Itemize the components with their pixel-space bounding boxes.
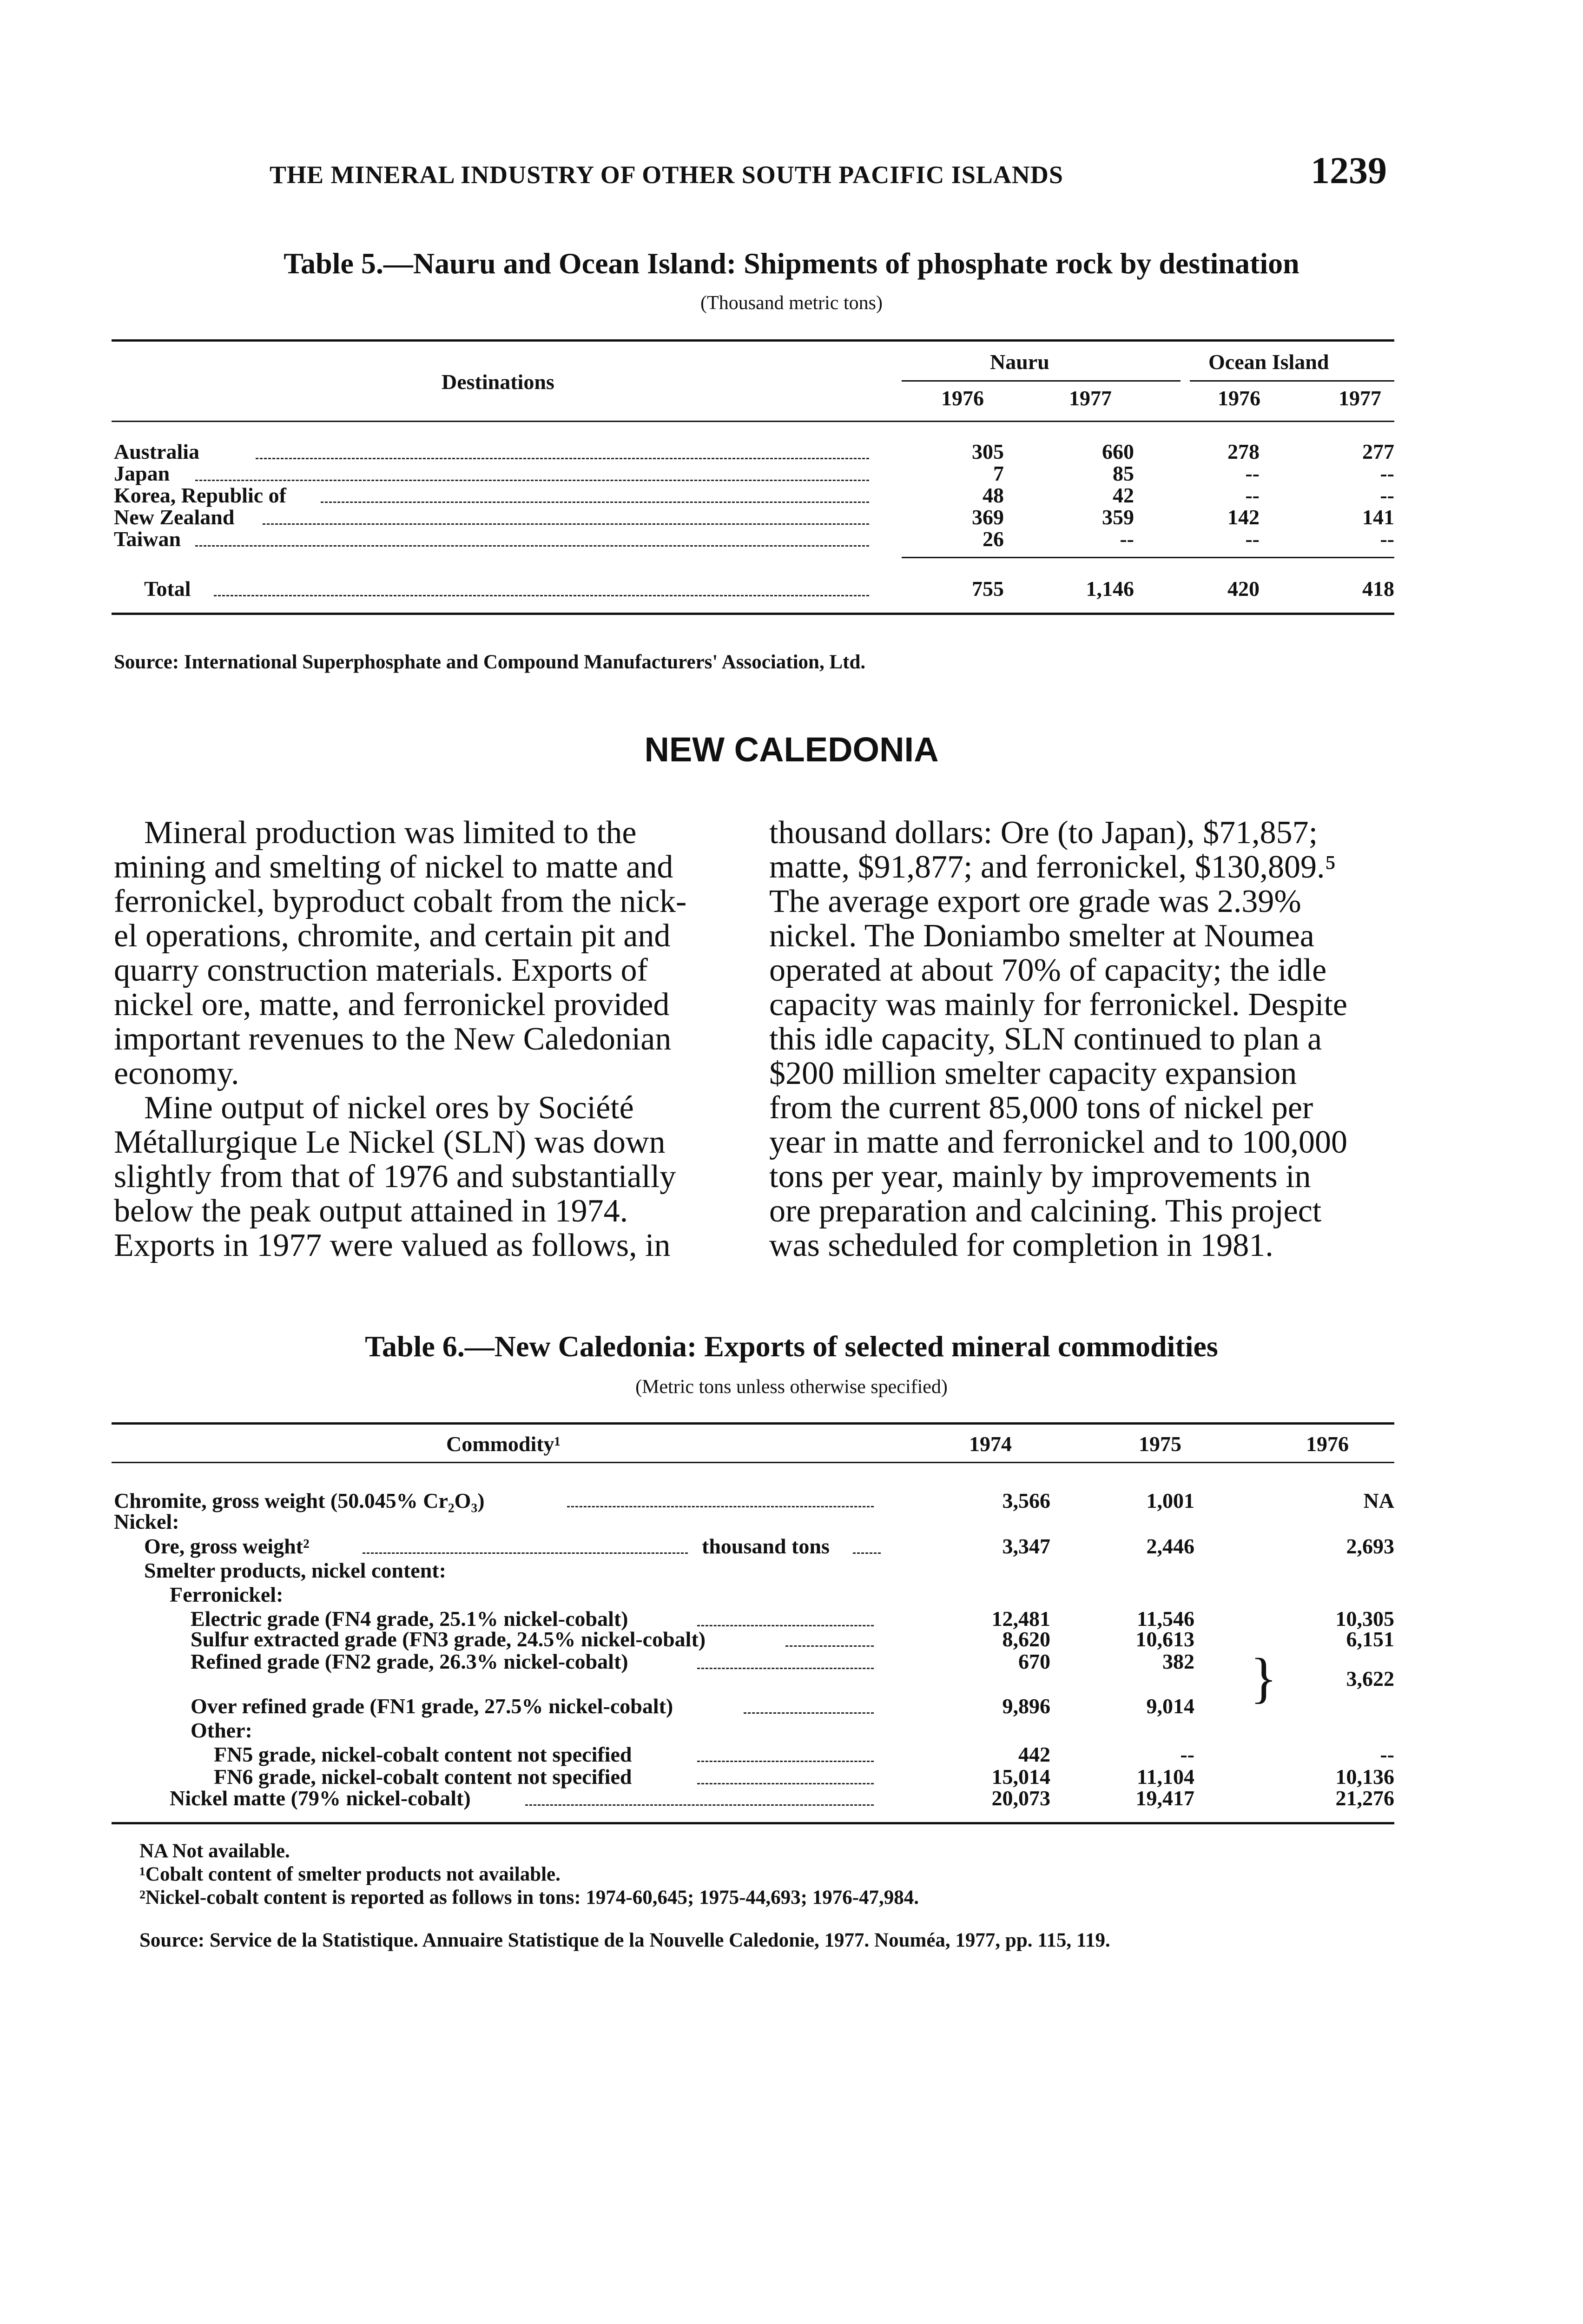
cell: 278 [1227,440,1260,463]
leader-dots [525,1804,874,1806]
cell: 20,073 [991,1786,1050,1810]
row-label: Electric grade (FN4 grade, 25.1% nickel-cobalt) [191,1607,628,1631]
table6-note: NA Not available. [139,1840,290,1862]
table5-total-rule [902,557,1394,558]
table6-year: 1975 [1139,1432,1181,1456]
table5-year: 1977 [1339,386,1381,410]
cell: NA [1363,1489,1394,1512]
text-line: tons per year, mainly by improvements in [769,1159,1311,1195]
leader-dots [567,1506,874,1507]
bracket-value: 3,622 [1346,1667,1394,1690]
text-line: from the current 85,000 tons of nickel per [769,1090,1313,1126]
cell: 1,001 [1146,1489,1194,1512]
cell: 85 [1113,462,1134,485]
cell: 142 [1227,505,1260,529]
table6-title: Table 6.—New Caledonia: Exports of selected mineral commodities [365,1330,1218,1363]
cell: 3,566 [1002,1489,1050,1512]
cell: 26 [983,527,1004,551]
cell: 9,896 [1002,1694,1050,1718]
text-line: The average export ore grade was 2.39% [769,884,1301,919]
cell: 19,417 [1135,1786,1194,1810]
cell: 1,146 [1086,577,1134,601]
row-label: Smelter products, nickel content: [144,1558,446,1582]
text-line: this idle capacity, SLN continued to plan a [769,1021,1322,1057]
cell: 8,620 [1002,1627,1050,1651]
table5-col-destinations: Destinations [442,370,554,394]
text-line: operated at about 70% of capacity; the idle [769,952,1327,988]
cell: 670 [1018,1650,1050,1673]
table5-header-rule [112,421,1394,422]
table6-col-commodity: Commodity¹ [446,1432,561,1456]
table5-bottom-rule [112,613,1394,615]
table5-year: 1976 [1218,386,1260,410]
row-label: Nickel: [114,1510,179,1533]
cell: 21,276 [1335,1786,1394,1810]
cell: 2,693 [1346,1534,1394,1558]
row-label: Chromite, gross weight (50.045% Cr₂O₃) [114,1489,485,1512]
text-line: slightly from that of 1976 and substantially [114,1159,676,1195]
cell: 442 [1018,1743,1050,1766]
text-line: $200 million smelter capacity expansion [769,1056,1297,1091]
cell: 42 [1113,483,1134,507]
leader-dots [785,1645,874,1647]
leader-dots [263,523,869,525]
row-label: New Zealand [114,505,235,529]
brace-symbol: } [1250,1647,1277,1709]
text-line: Métallurgique Le Nickel (SLN) was down [114,1124,666,1160]
table6-bottom-rule [112,1822,1394,1824]
cell: 369 [972,505,1004,529]
cell: 420 [1227,577,1260,601]
table6-year: 1974 [969,1432,1012,1456]
cell: 9,014 [1146,1694,1194,1718]
row-label: FN5 grade, nickel-cobalt content not specified [214,1743,632,1766]
table5-top-rule [112,339,1394,342]
table5-title: Table 5.—Nauru and Ocean Island: Shipments of phosphate rock by destination [284,247,1299,280]
row-label: Sulfur extracted grade (FN3 grade, 24.5% nickel-cobalt) [191,1627,706,1651]
leader-dots [195,480,869,481]
cell: 382 [1162,1650,1194,1673]
table6-top-rule [112,1422,1394,1425]
running-title: THE MINERAL INDUSTRY OF OTHER SOUTH PACIFIC ISLANDS [270,161,1063,189]
row-label: Ferronickel: [170,1583,284,1606]
text-line: mining and smelting of nickel to matte and [114,849,673,885]
table6-note: ¹Cobalt content of smelter products not available. [139,1863,561,1885]
text-line: ferronickel, byproduct cobalt from the nick- [114,884,687,919]
text-line: Exports in 1977 were valued as follows, in [114,1228,671,1263]
cell: -- [1180,1743,1194,1766]
leader-dots [744,1712,874,1714]
cell: 2,446 [1146,1534,1194,1558]
cell: 660 [1102,440,1134,463]
row-label: FN6 grade, nickel-cobalt content not specified [214,1765,632,1789]
text-line: important revenues to the New Caledonian [114,1021,672,1057]
cell: -- [1380,1743,1394,1766]
table6-header-rule [112,1462,1394,1463]
cell: -- [1245,527,1260,551]
table5-ocean-rule [1190,380,1394,382]
row-label: Refined grade (FN2 grade, 26.3% nickel-cobalt) [191,1650,628,1673]
leader-dots [363,1552,688,1554]
leader-dots [853,1552,881,1554]
text-line: el operations, chromite, and certain pit and [114,918,671,954]
leader-dots [321,502,869,503]
cell: 755 [972,577,1004,601]
text-line: below the peak output attained in 1974. [114,1193,628,1229]
cell: -- [1120,527,1134,551]
table5-unit: (Thousand metric tons) [700,292,883,314]
row-label: Ore, gross weight² [144,1534,310,1558]
cell: 10,305 [1335,1607,1394,1631]
text-line: year in matte and ferronickel and to 100,000 [769,1124,1348,1160]
unit-label: thousand tons [702,1534,830,1558]
leader-dots [697,1668,874,1669]
cell: 418 [1362,577,1394,601]
table6-note: ²Nickel-cobalt content is reported as follows in tons: 1974-60,645; 1975-44,693; 1976-47,984. [139,1887,919,1908]
row-label: Australia [114,440,199,463]
leader-dots [195,545,869,547]
text-line: Mineral production was limited to the [144,815,637,851]
cell: -- [1380,462,1394,485]
text-line: nickel ore, matte, and ferronickel provided [114,987,670,1023]
cell: 12,481 [991,1607,1050,1631]
table6-unit: (Metric tons unless otherwise specified) [635,1376,948,1398]
cell: 7 [993,462,1004,485]
cell: 10,136 [1335,1765,1394,1789]
leader-dots [256,458,869,459]
table5-year: 1977 [1069,386,1112,410]
text-line: economy. [114,1056,239,1091]
table5-year: 1976 [941,386,984,410]
text-line: was scheduled for completion in 1981. [769,1228,1273,1263]
cell: 277 [1362,440,1394,463]
cell: 141 [1362,505,1394,529]
text-line: thousand dollars: Ore (to Japan), $71,857; [769,815,1318,851]
table5-nauru-rule [902,380,1181,382]
cell: 305 [972,440,1004,463]
cell: 10,613 [1135,1627,1194,1651]
section-heading: NEW CALEDONIA [644,730,939,769]
row-label: Japan [114,462,170,485]
cell: 48 [983,483,1004,507]
table6-source: Source: Service de la Statistique. Annuaire Statistique de la Nouvelle Caledonie, 1977. Nouméa, 1977, pp. 115, 119. [139,1929,1110,1951]
text-line: Mine output of nickel ores by Société [144,1090,634,1126]
text-line: ore preparation and calcining. This project [769,1193,1322,1229]
cell: 15,014 [991,1765,1050,1789]
cell: -- [1245,462,1260,485]
cell: -- [1245,483,1260,507]
leader-dots [214,595,869,596]
cell: 11,104 [1137,1765,1194,1789]
table5-source: Source: International Superphosphate and Compound Manufacturers' Association, Ltd. [114,651,866,673]
text-line: nickel. The Doniambo smelter at Noumea [769,918,1314,954]
leader-dots [697,1783,874,1784]
row-label: Over refined grade (FN1 grade, 27.5% nickel-cobalt) [191,1694,673,1718]
cell: -- [1380,483,1394,507]
cell: -- [1380,527,1394,551]
text-line: quarry construction materials. Exports of [114,952,648,988]
row-label: Korea, Republic of [114,483,286,507]
cell: 3,347 [1002,1534,1050,1558]
cell: 6,151 [1346,1627,1394,1651]
row-label: Other: [191,1718,252,1742]
cell: 11,546 [1137,1607,1194,1631]
leader-dots [697,1625,874,1626]
row-label: Nickel matte (79% nickel-cobalt) [170,1786,471,1810]
table6-year: 1976 [1306,1432,1349,1456]
total-label: Total [144,577,191,601]
cell: 359 [1102,505,1134,529]
text-line: capacity was mainly for ferronickel. Despite [769,987,1347,1023]
text-line: matte, $91,877; and ferronickel, $130,809.⁵ [769,849,1336,885]
row-label: Taiwan [114,527,181,551]
page-number: 1239 [1311,149,1387,191]
leader-dots [697,1761,874,1762]
table5-group-ocean-island: Ocean Island [1208,350,1329,374]
table5-group-nauru: Nauru [990,350,1049,374]
